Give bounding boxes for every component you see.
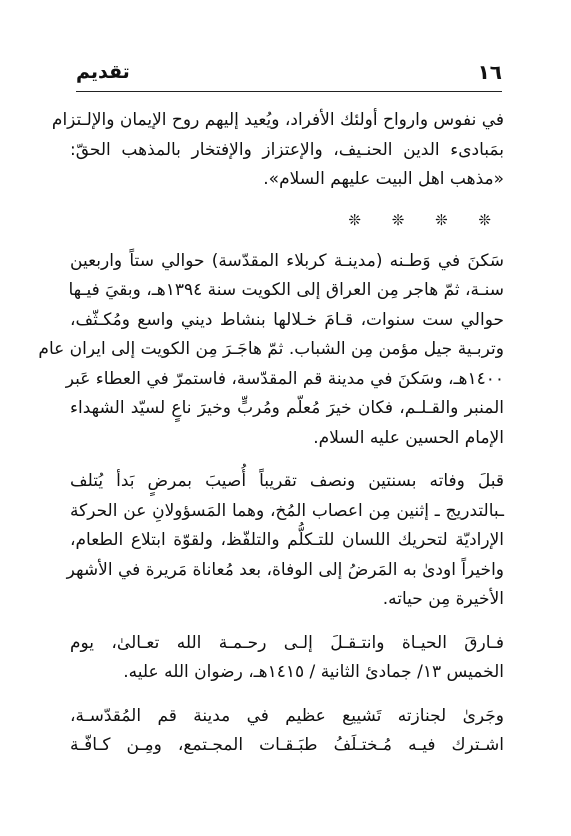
body-text	[38, 106, 504, 761]
running-header	[76, 58, 502, 86]
header-divider	[76, 91, 502, 92]
text-line: وتربـية جيل مؤمن مِن الشباب. ثمّ هاجَـرَ مِن الكويت إلى ايران عام	[38, 339, 504, 359]
text-line: المنبر والقـلـم، فكان خيرَ مُعلّم ومُربٍّ وخيرَ ناعٍ لسيّد الشهداء	[70, 398, 504, 418]
text-line: ـبالتدريج ـ إثنين مِن اعصاب المُخ، وهما المَسؤولانِ عن الحركة	[70, 500, 504, 521]
text-line: قبلَ وفاته بسنتين ونصف تقريباً أُصيبَ بمرضٍ بَدأ يُتلف	[70, 471, 504, 491]
text-line: حوالي ست سنوات، قـامَ خـلالها بنشاط ديني واسع ومُكـثّف،	[70, 309, 504, 330]
paragraph-death	[70, 629, 504, 688]
text-line: «مذهب اهل البيت عليهم السلام».	[263, 169, 504, 189]
text-line: سنـة، ثمّ هاجر مِن العراق إلى الكويت سنة ١٣٩٤هـ، وبقيَ فيـها	[68, 280, 504, 300]
text-line: الإراديّة لتحريك اللسان للتـكلُّم والتلفّظ، ولقوّة ابتلاع الطعام،	[70, 530, 504, 550]
text-line: في نفوس وارواح أولئك الأفراد، ويُعيد إليهم روح الإيمان والإلـتزام	[51, 110, 504, 130]
text-line: وجَرىٰ لجنازته تَشييع عظيم في مدينة قم المُقدّسـة،	[70, 705, 504, 726]
paragraph-gap	[70, 615, 504, 629]
asterism-glyph: ❊	[348, 210, 361, 229]
page-number: ١٦	[477, 60, 502, 84]
paragraph-gap	[70, 688, 504, 702]
text-line: واخيراً اودىٰ به المَرضُ إلى الوفاة، بعد مُعاناة مَريرة في الأشهر	[66, 559, 504, 580]
paragraph-illness	[66, 467, 504, 615]
text-line: الخميس ١٣/ جمادئ الثانية / ١٤١٥هـ، رضوان الله عليه.	[123, 662, 504, 682]
section-title: تقديم	[76, 61, 130, 83]
asterism-glyph: ❊	[478, 210, 491, 229]
text-line: الأخيرة مِن حياته.	[382, 589, 504, 609]
text-line: فـارقَ الحيـاة وانتـقـلَ إلـى رحـمـة الله تعـالىٰ، يوم	[70, 632, 504, 653]
asterism-glyph: ❊	[391, 210, 405, 229]
paragraph-funeral	[70, 702, 504, 761]
paragraph-biography	[38, 247, 504, 454]
text-line: بمَبادىء الدين الحنـيف، والإعتزاز والإفتخار بالمذهب الحقّ:	[70, 139, 504, 160]
paragraph-intro-continuation	[51, 106, 504, 195]
text-line: ١٤٠٠هـ، وسَكنَ في مدينة قم المقدّسة، فاستمرّ في العطاء عَبر	[65, 368, 504, 389]
asterism-glyph: ❊	[435, 210, 448, 229]
text-line: الإمام الحسين عليه السلام.	[313, 427, 504, 448]
text-line: اشـترك فيـه مُـختـلَفُ طبَـقـات المجـتمع، ومِـن كـافّـة	[70, 735, 504, 755]
paragraph-gap	[70, 453, 504, 467]
section-separator	[70, 207, 504, 233]
text-line: سَكنَ في وَطـنه (مدينـة كربلاء المقدّسة) حوالي ستاً واربعين	[70, 250, 504, 271]
